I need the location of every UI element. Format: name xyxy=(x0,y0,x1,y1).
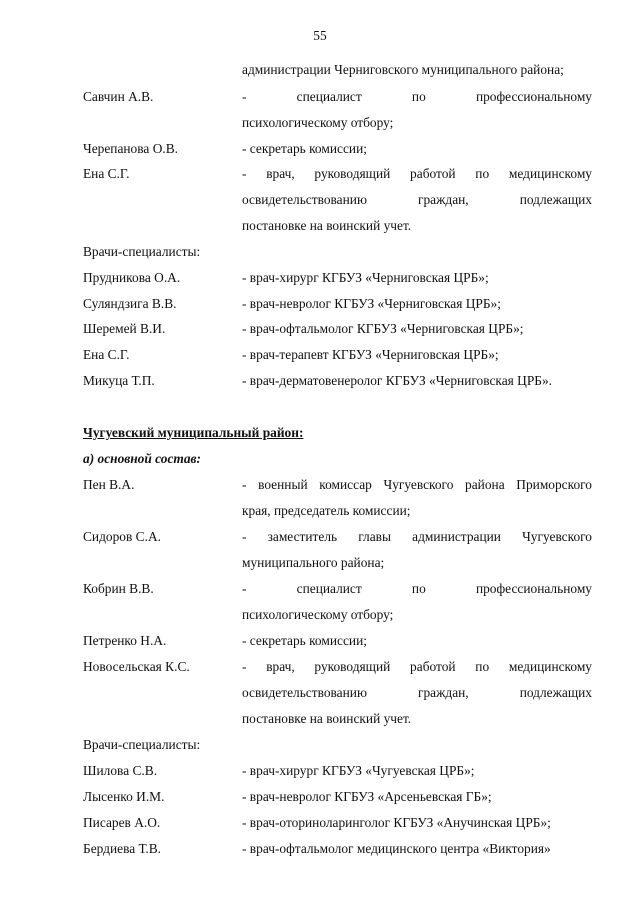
doctor-name: Шилова С.В. xyxy=(83,763,158,778)
member-role-line: постановке на воинский учет. xyxy=(242,218,412,233)
member-role-line: психологическому отбору; xyxy=(242,115,394,130)
doctor-role: - врач-невролог КГБУЗ «Черниговская ЦРБ»; xyxy=(242,296,501,311)
member-role-line: постановке на воинский учет. xyxy=(242,711,412,726)
section-subheading: а) основной состав: xyxy=(83,451,201,466)
member-role-line: освидетельствованию граждан, подлежащих xyxy=(242,685,592,700)
member-role-line: - врач, руководящий работой по медицинскому xyxy=(242,166,592,181)
member-name: Савчин А.В. xyxy=(83,89,154,104)
doctor-role: - врач-офтальмолог медицинского центра «Виктория» xyxy=(242,841,551,856)
member-role-line: - военный комиссар Чугуевского района Приморского xyxy=(242,477,592,492)
member-name: Кобрин В.В. xyxy=(83,581,154,596)
doctor-role: - врач-оториноларинголог КГБУЗ «Анучинская ЦРБ»; xyxy=(242,815,551,830)
member-role-line: психологическому отбору; xyxy=(242,607,394,622)
doctor-role: - врач-хирург КГБУЗ «Чугуевская ЦРБ»; xyxy=(242,763,475,778)
doctors-label: Врачи-специалисты: xyxy=(83,737,201,752)
doctor-role: - врач-терапевт КГБУЗ «Черниговская ЦРБ»; xyxy=(242,347,499,362)
member-role-line: - врач, руководящий работой по медицинскому xyxy=(242,659,592,674)
member-name: Пен В.А. xyxy=(83,477,135,492)
member-name: Петренко Н.А. xyxy=(83,633,167,648)
member-role-line: освидетельствованию граждан, подлежащих xyxy=(242,192,592,207)
doctor-role: - врач-хирург КГБУЗ «Черниговская ЦРБ»; xyxy=(242,270,489,285)
doctor-role: - врач-невролог КГБУЗ «Арсеньевская ГБ»; xyxy=(242,789,492,804)
doctor-name: Микуца Т.П. xyxy=(83,373,155,388)
doctor-role: - врач-дерматовенеролог КГБУЗ «Черниговская ЦРБ». xyxy=(242,373,553,388)
member-role-line: - секретарь комиссии; xyxy=(242,141,367,156)
page-number: 55 xyxy=(313,28,327,43)
doctor-name: Бердиева Т.В. xyxy=(83,841,161,856)
member-role-line: муниципального района; xyxy=(242,555,385,570)
member-name: Сидоров С.А. xyxy=(83,529,161,544)
member-role-line: - специалист по профессиональному xyxy=(242,89,592,104)
continuation-text: администрации Черниговского муниципального района; xyxy=(242,62,564,77)
doctor-name: Прудникова О.А. xyxy=(83,270,181,285)
member-name: Ена С.Г. xyxy=(83,166,130,181)
section-heading: Чугуевский муниципальный район: xyxy=(83,425,304,440)
doctor-name: Писарев А.О. xyxy=(83,815,161,830)
doctors-label: Врачи-специалисты: xyxy=(83,244,201,259)
member-role-line: - секретарь комиссии; xyxy=(242,633,367,648)
member-role-line: края, председатель комиссии; xyxy=(242,503,411,518)
doctor-role: - врач-офтальмолог КГБУЗ «Черниговская ЦРБ»; xyxy=(242,321,524,336)
member-name: Черепанова О.В. xyxy=(83,141,178,156)
doctor-name: Шеремей В.И. xyxy=(83,321,166,336)
member-role-line: - заместитель главы администрации Чугуевского xyxy=(242,529,592,544)
member-role-line: - специалист по профессиональному xyxy=(242,581,592,596)
member-name: Новосельская К.С. xyxy=(83,659,190,674)
doctor-name: Лысенко И.М. xyxy=(83,789,165,804)
doctor-name: Суляндзига В.В. xyxy=(83,296,177,311)
doctor-name: Ена С.Г. xyxy=(83,347,130,362)
